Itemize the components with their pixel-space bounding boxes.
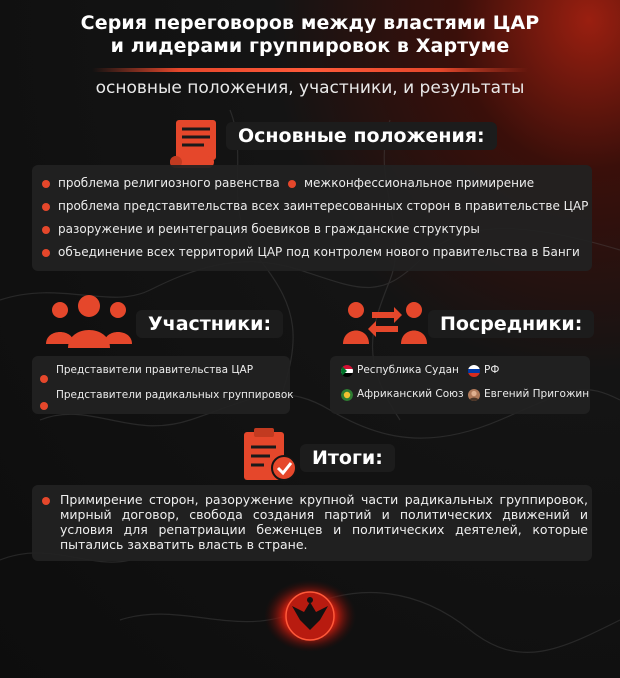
- sudan-flag-icon: [341, 365, 353, 377]
- provisions-heading: Основные положения:: [226, 122, 497, 150]
- participants-heading: Участники:: [136, 310, 283, 338]
- provision-item-1: проблема религиозного равенства: [58, 176, 280, 190]
- results-heading: Итоги:: [300, 444, 395, 472]
- mediators-heading: Посредники:: [428, 310, 594, 338]
- provision-item-2: межконфессиональное примирение: [304, 176, 535, 190]
- mediator-item-sudan: Республика Судан: [357, 364, 459, 376]
- african-union-emblem-icon: [341, 389, 353, 401]
- russia-flag-icon: [468, 365, 480, 377]
- participant-bullet-2: [40, 402, 48, 410]
- provision-bullet-1: [42, 180, 50, 188]
- results-text: Примирение сторон, разоружение крупной части радикальных группировок, мирный договор, свобода создания партий и политических движений и условия для репатриации беженцев и политических деятелей, которые пытались захватить власть в стране.: [60, 492, 588, 552]
- provision-bullet-3: [42, 203, 50, 211]
- people-group-icon: [42, 292, 136, 350]
- subtitle: основные положения, участники, и результаты: [95, 78, 525, 98]
- scroll-document-icon: [164, 116, 226, 172]
- provision-bullet-5: [42, 249, 50, 257]
- provision-item-5: объединение всех территорий ЦАР под контролем нового правительства в Банги: [58, 245, 580, 259]
- title-line-1: Серия переговоров между властями ЦАР: [80, 12, 540, 34]
- mediator-item-prigozhin: Евгений Пригожин: [484, 388, 590, 400]
- eagle-emblem-icon: [262, 578, 358, 654]
- provision-item-4: разоружение и реинтеграция боевиков в гражданские структуры: [58, 222, 480, 236]
- clipboard-check-icon: [240, 426, 300, 484]
- provision-item-3: проблема представительства всех заинтересованных сторон в правительстве ЦАР: [58, 199, 589, 213]
- participant-item-2: Представители радикальных группировок: [56, 389, 294, 401]
- provision-bullet-2: [288, 180, 296, 188]
- mediator-item-russia: РФ: [484, 364, 500, 376]
- mediator-item-african-union: Африканский Союз: [357, 388, 464, 400]
- title-line-2: и лидерами группировок в Хартуме: [110, 35, 510, 57]
- participant-bullet-1: [40, 375, 48, 383]
- portrait-icon: [468, 389, 480, 401]
- mediators-icon: [342, 294, 428, 350]
- title-underline: [92, 68, 528, 72]
- participant-item-1: Представители правительства ЦАР: [56, 364, 254, 376]
- results-bullet: [42, 497, 50, 505]
- title-block: [0, 12, 620, 58]
- provision-bullet-4: [42, 226, 50, 234]
